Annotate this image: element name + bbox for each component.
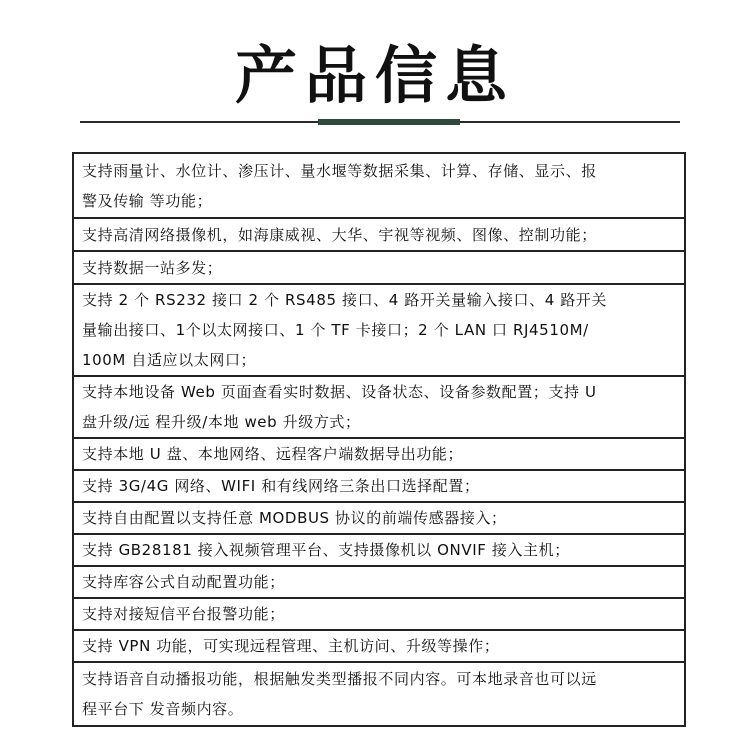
feature-text-line: 警及传输 等功能； [82, 191, 213, 210]
feature-text-line: 支持自由配置以支持任意 MODBUS 协议的前端传感器接入； [82, 509, 507, 527]
feature-text-line: 程平台下 发音频内容。 [82, 700, 244, 718]
feature-row [74, 377, 684, 439]
feature-text-line: 支持库容公式自动配置功能； [82, 573, 285, 591]
feature-row [74, 154, 684, 219]
feature-row [74, 219, 684, 252]
feature-row [74, 535, 684, 567]
feature-row [74, 471, 684, 503]
page-title: 产品信息 [234, 39, 515, 112]
feature-text-line: 盘升级/远 程升级/本地 web 升级方式； [82, 413, 361, 431]
feature-text-line: 支持数据一站多发； [82, 258, 223, 277]
feature-row [74, 503, 684, 535]
feature-row [74, 599, 684, 631]
feature-row [74, 439, 684, 471]
feature-row [74, 252, 684, 285]
feature-text-line: 支持 GB28181 接入视频管理平台、支持摄像机以 ONVIF 接入主机； [82, 541, 570, 559]
feature-text-line: 支持本地设备 Web 页面查看实时数据、设备状态、设备参数配置；支持 U [82, 383, 597, 401]
feature-text-line: 支持 VPN 功能，可实现远程管理、主机访问、升级等操作； [82, 637, 500, 655]
feature-row [74, 663, 684, 725]
feature-text-line: 量输出接口、1个以太网接口、1 个 TF 卡接口；2 个 LAN 口 RJ4510M/ [82, 321, 589, 339]
feature-row [74, 631, 684, 663]
feature-text-line: 100M 自适应以太网口； [82, 351, 257, 369]
feature-text-line: 支持对接短信平台报警功能； [82, 605, 285, 623]
title-divider-accent [318, 119, 460, 125]
feature-text-line: 支持 2 个 RS232 接口 2 个 RS485 接口、4 路开关量输入接口、4 路开关 [82, 291, 608, 309]
feature-text-line: 支持雨量计、水位计、渗压计、量水堰等数据采集、计算、存储、显示、报 [82, 161, 597, 180]
feature-row [74, 567, 684, 599]
feature-text-line: 支持 3G/4G 网络、WIFI 和有线网络三条出口选择配置； [82, 477, 480, 495]
feature-text-line: 支持高清网络摄像机，如海康威视、大华、宇视等视频、图像、控制功能； [82, 225, 597, 244]
feature-text-line: 支持本地 U 盘、本地网络、远程客户端数据导出功能； [82, 445, 464, 463]
feature-table [72, 152, 686, 727]
feature-text-line: 支持语音自动播报功能，根据触发类型播报不同内容。可本地录音也可以远 [82, 670, 597, 688]
feature-row [74, 285, 684, 377]
